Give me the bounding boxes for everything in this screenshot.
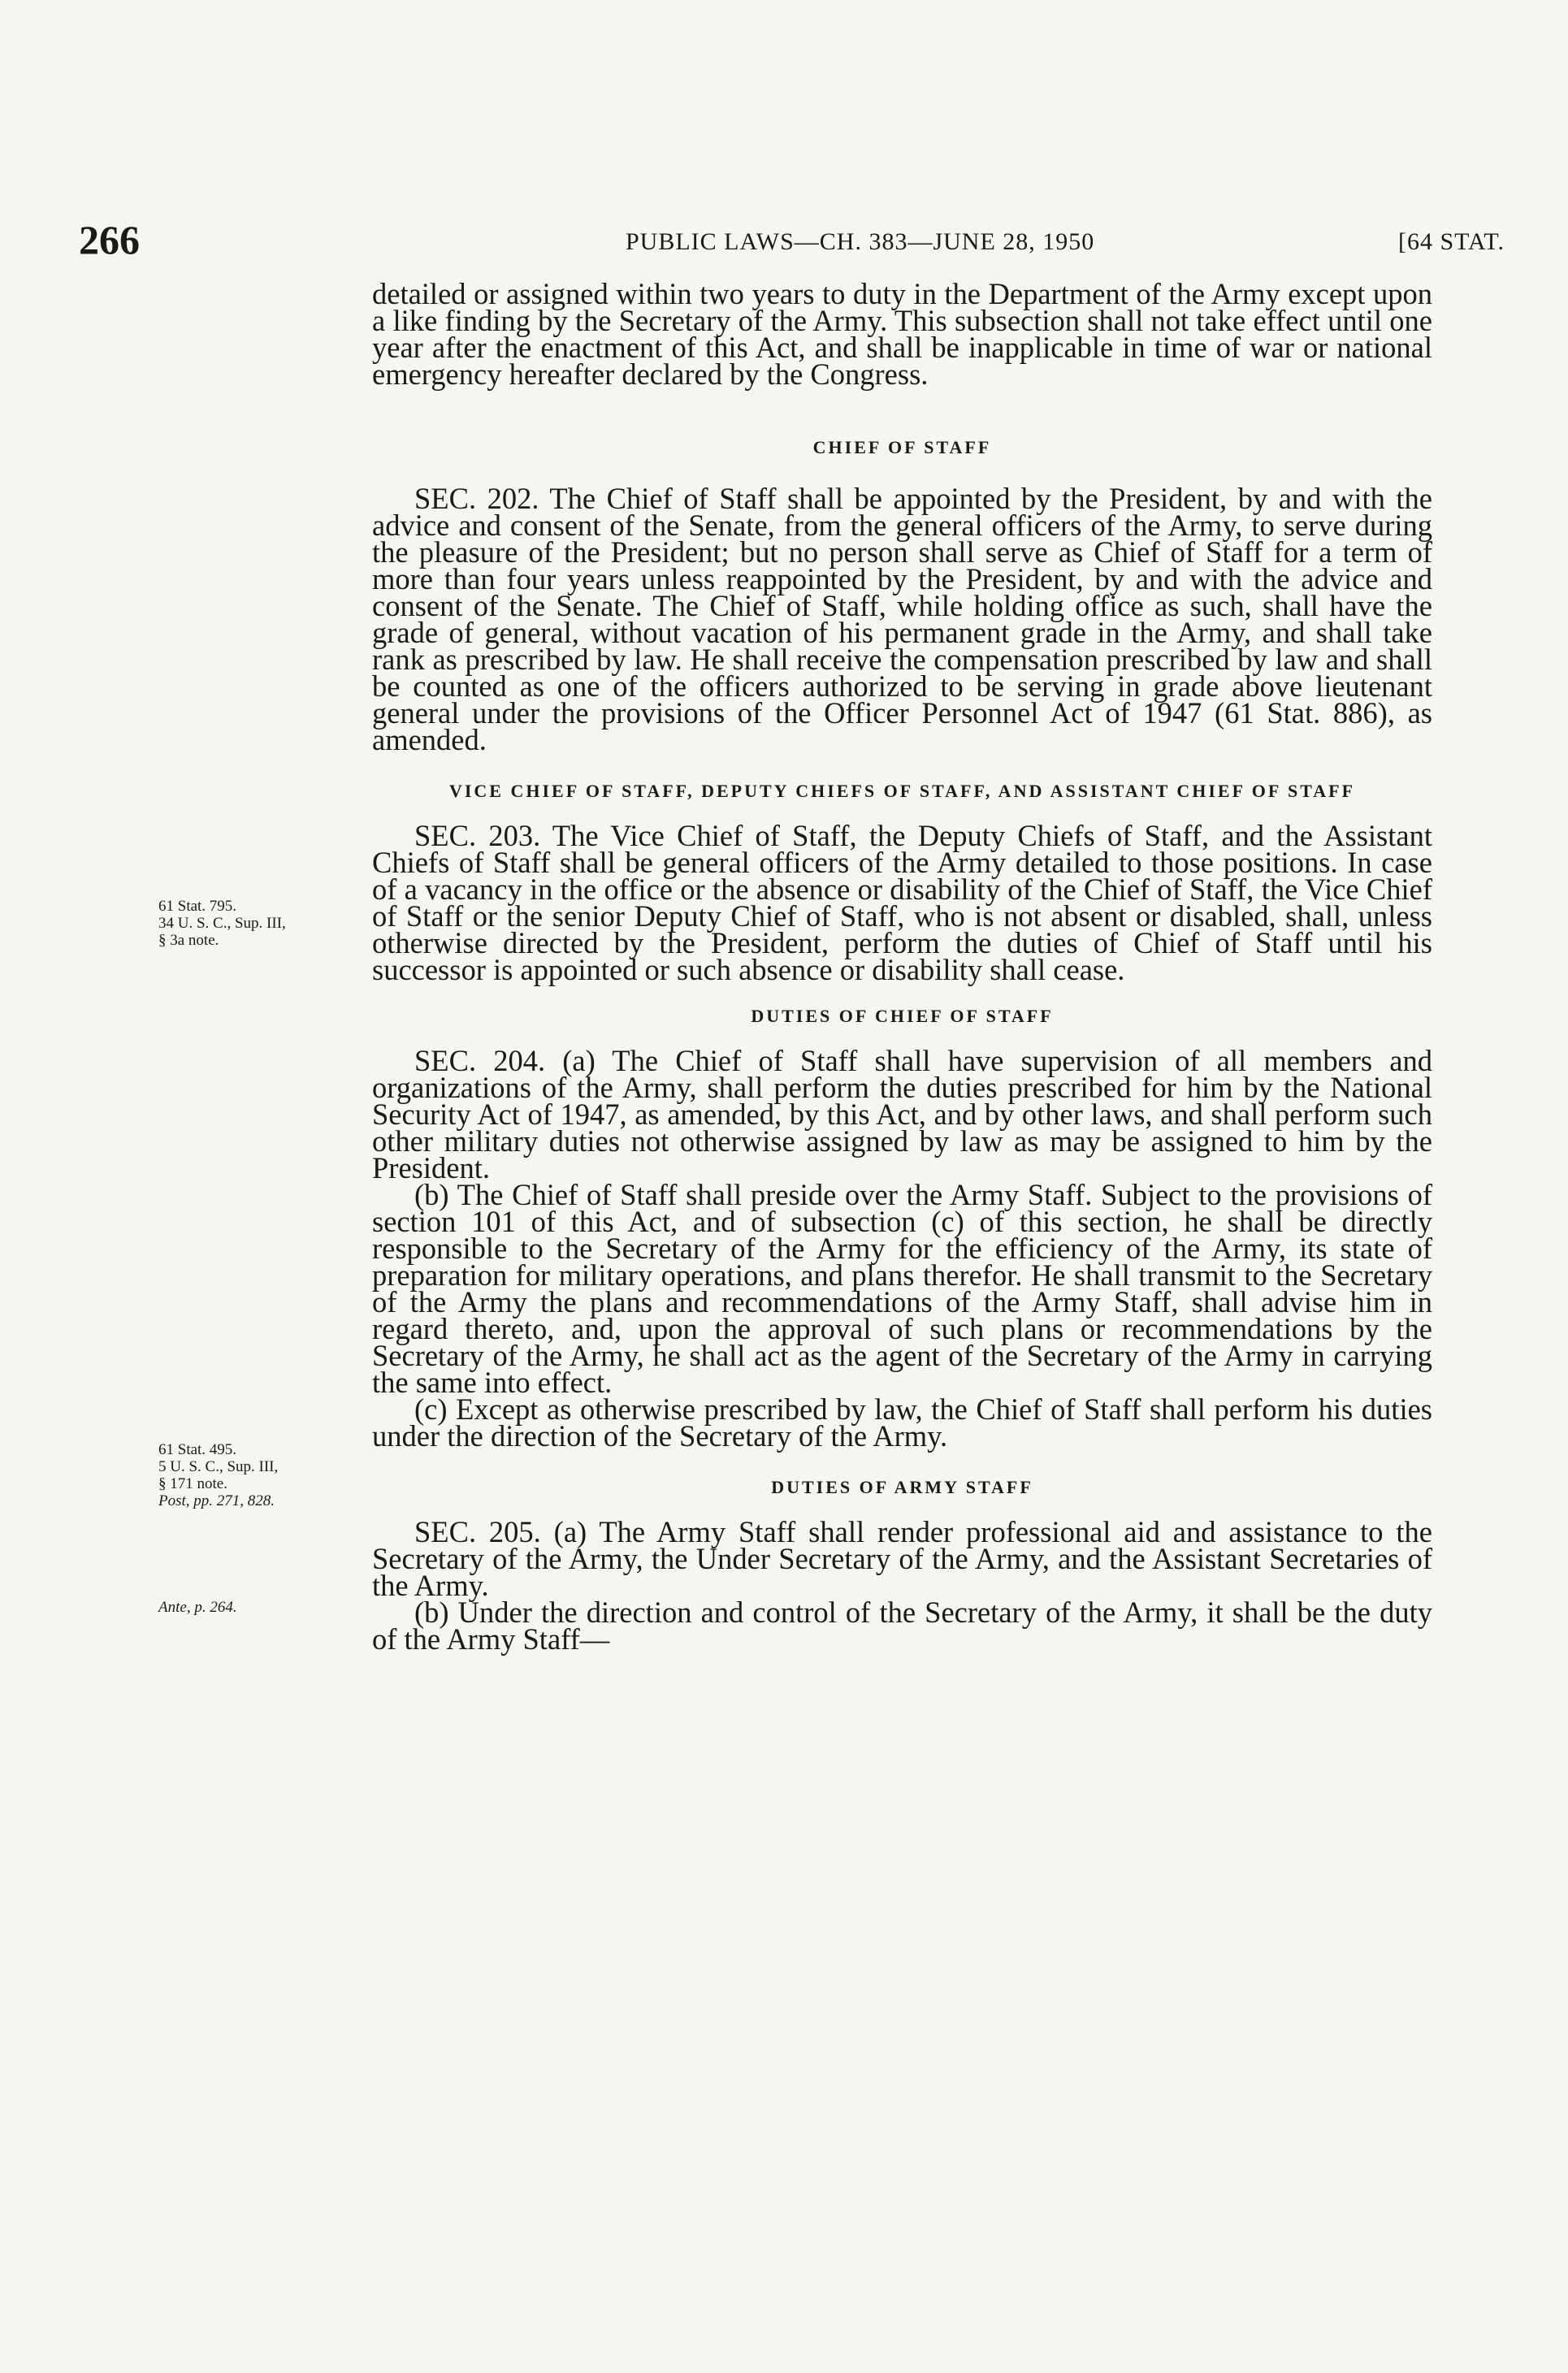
- section-204a-paragraph: SEC. 204. (a) The Chief of Staff shall have supervision of all members and organizations of the Army, shall perform the duties prescribed for him by the National Security Act of 1947, as amended, by this Act, and by other laws, and shall perform such other military duties not otherwise assigned by law as may be assigned to him by the President.: [372, 1044, 1432, 1184]
- section-heading-vice-chief: VICE CHIEF OF STAFF, DEPUTY CHIEFS OF STAFF, AND ASSISTANT CHIEF OF STAFF: [448, 781, 1356, 801]
- section-heading-duties-army-staff: DUTIES OF ARMY STAFF: [771, 1477, 1033, 1497]
- margin-note-line: 5 U. S. C., Sup. III,: [158, 1458, 279, 1475]
- margin-note-line: Post, pp. 271, 828.: [158, 1492, 275, 1509]
- margin-note-line: § 171 note.: [158, 1475, 227, 1492]
- volume-reference: [64 STAT.: [1397, 228, 1505, 255]
- section-heading-duties-chief: DUTIES OF CHIEF OF STAFF: [751, 1006, 1054, 1026]
- document-body: [372, 277, 1432, 1656]
- section-202-paragraph: SEC. 202. The Chief of Staff shall be appointed by the President, by and with the advice and consent of the Senate, from the general officers of the Army, to serve during the pleasure of the President; but no person shall serve as Chief of Staff for a term of more than four years unless reappointed by the President, by and with the advice and consent of the Senate. The Chief of Staff, while holding office as such, shall have the grade of general, without vacation of his permanent grade in the Army, and shall take rank as prescribed by law. He shall receive the compensation prescribed by law and shall be counted as one of the officers authorized to be serving in grade above lieutenant general under the provisions of the Officer Personnel Act of 1947 (61 Stat. 886), as amended.: [372, 482, 1432, 756]
- section-heading-chief-of-staff: CHIEF OF STAFF: [812, 437, 992, 457]
- running-title: PUBLIC LAWS—CH. 383—JUNE 28, 1950: [626, 228, 1095, 255]
- margin-note-line: 61 Stat. 495.: [158, 1441, 237, 1458]
- margin-note-citation-sec-202: [158, 898, 286, 949]
- margin-note-citation-sec-204: [158, 1441, 278, 1509]
- running-header: [0, 215, 1568, 264]
- margin-note-citation-sec-204b: [158, 1599, 237, 1616]
- page-number: 266: [79, 217, 140, 262]
- intro-paragraph: detailed or assigned within two years to duty in the Department of the Army except upon a like finding by the Secretary of the Army. This subsection shall not take effect until one year after the enactment of this Act, and shall be inapplicable in time of war or national emergency hereafter declared by the Congress.: [372, 277, 1432, 391]
- margin-note-line: 34 U. S. C., Sup. III,: [158, 915, 286, 932]
- section-204b-paragraph: (b) The Chief of Staff shall preside over the Army Staff. Subject to the provisions of section 101 of this Act, and of subsection (c) of this section, he shall be directly responsible to the Secretary of the Army for the efficiency of the Army, its state of preparation for military operations, and plans therefor. He shall transmit to the Secretary of the Army the plans and recommendations of the Army Staff, shall advise him in regard thereto, and, upon the approval of such plans or recommendations by the Secretary of the Army, he shall act as the agent of the Secretary of the Army in carrying the same into effect.: [372, 1178, 1432, 1399]
- section-204c-paragraph: (c) Except as otherwise prescribed by law, the Chief of Staff shall perform his duties under the direction of the Secretary of the Army.: [372, 1392, 1432, 1453]
- margin-note-line: Ante, p. 264.: [158, 1599, 237, 1616]
- section-205b-paragraph: (b) Under the direction and control of the Secretary of the Army, it shall be the duty of the Army Staff—: [372, 1596, 1432, 1656]
- section-205a-paragraph: SEC. 205. (a) The Army Staff shall render professional aid and assistance to the Secretary of the Army, the Under Secretary of the Army, and the Assistant Secretaries of the Army.: [372, 1515, 1432, 1602]
- section-203-paragraph: SEC. 203. The Vice Chief of Staff, the Deputy Chiefs of Staff, and the Assistant Chiefs of Staff shall be general officers of the Army detailed to those positions. In case of a vacancy in the office or the absence or disability of the Chief of Staff, the Vice Chief of Staff or the senior Deputy Chief of Staff, who is not absent or disabled, shall, unless otherwise directed by the President, perform the duties of Chief of Staff until his successor is appointed or such absence or disability shall cease.: [372, 819, 1432, 986]
- margin-note-line: 61 Stat. 795.: [158, 898, 237, 915]
- margin-note-line: § 3a note.: [158, 932, 219, 949]
